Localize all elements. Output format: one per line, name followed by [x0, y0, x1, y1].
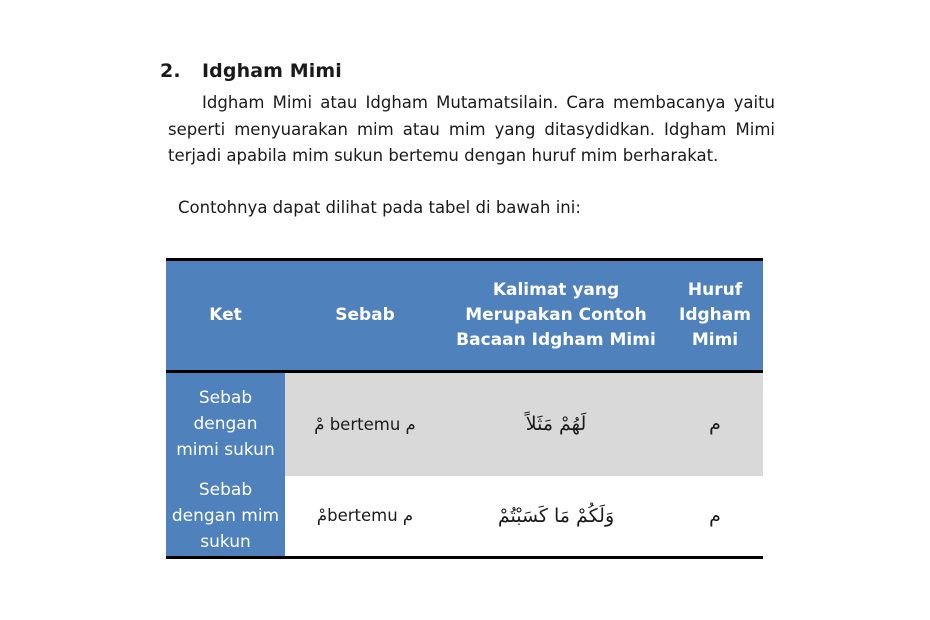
table-row	[166, 476, 763, 558]
section-number: 2.	[160, 60, 181, 82]
header-ket: Ket	[166, 260, 285, 372]
cell-kalimat	[445, 372, 667, 476]
cell-sebab	[285, 476, 445, 558]
section-paragraph: Idgham Mimi atau Idgham Mutamatsilain. Cara membacanya yaitu seperti menyuarakan mim atau mim yang ditasydidkan. Idgham Mimi terjadi apabila mim sukun bertemu dengan huruf mim berharakat.	[168, 93, 775, 165]
cell-kalimat-text: لَهُمْ مَثَلاً	[525, 413, 587, 436]
idgham-table	[166, 258, 763, 559]
cell-huruf-text: م	[709, 413, 721, 436]
header-kalimat: Kalimat yang Merupakan Contoh Bacaan Idgham Mimi	[445, 260, 667, 372]
header-huruf: Huruf Idgham Mimi	[667, 260, 763, 372]
cell-sebab-text: مْbertemu م	[316, 506, 414, 526]
table-intro: Contohnya dapat dilihat pada tabel di bawah ini:	[178, 198, 581, 217]
section-heading	[160, 60, 342, 82]
table-row	[166, 372, 763, 476]
cell-sebab	[285, 372, 445, 476]
cell-sebab-text: مْ bertemu م	[314, 414, 416, 434]
cell-huruf-text: م	[709, 504, 721, 527]
header-sebab: Sebab	[285, 260, 445, 372]
cell-ket: Sebab dengan mim sukun	[166, 476, 285, 558]
section-title: Idgham Mimi	[202, 60, 342, 82]
cell-ket: Sebab dengan mimi sukun	[166, 372, 285, 476]
cell-kalimat	[445, 476, 667, 558]
table-header-row	[166, 260, 763, 372]
cell-kalimat-text: وَلَكُمْ مَا كَسَبْتُمْ	[497, 504, 615, 527]
cell-huruf	[667, 372, 763, 476]
cell-huruf	[667, 476, 763, 558]
